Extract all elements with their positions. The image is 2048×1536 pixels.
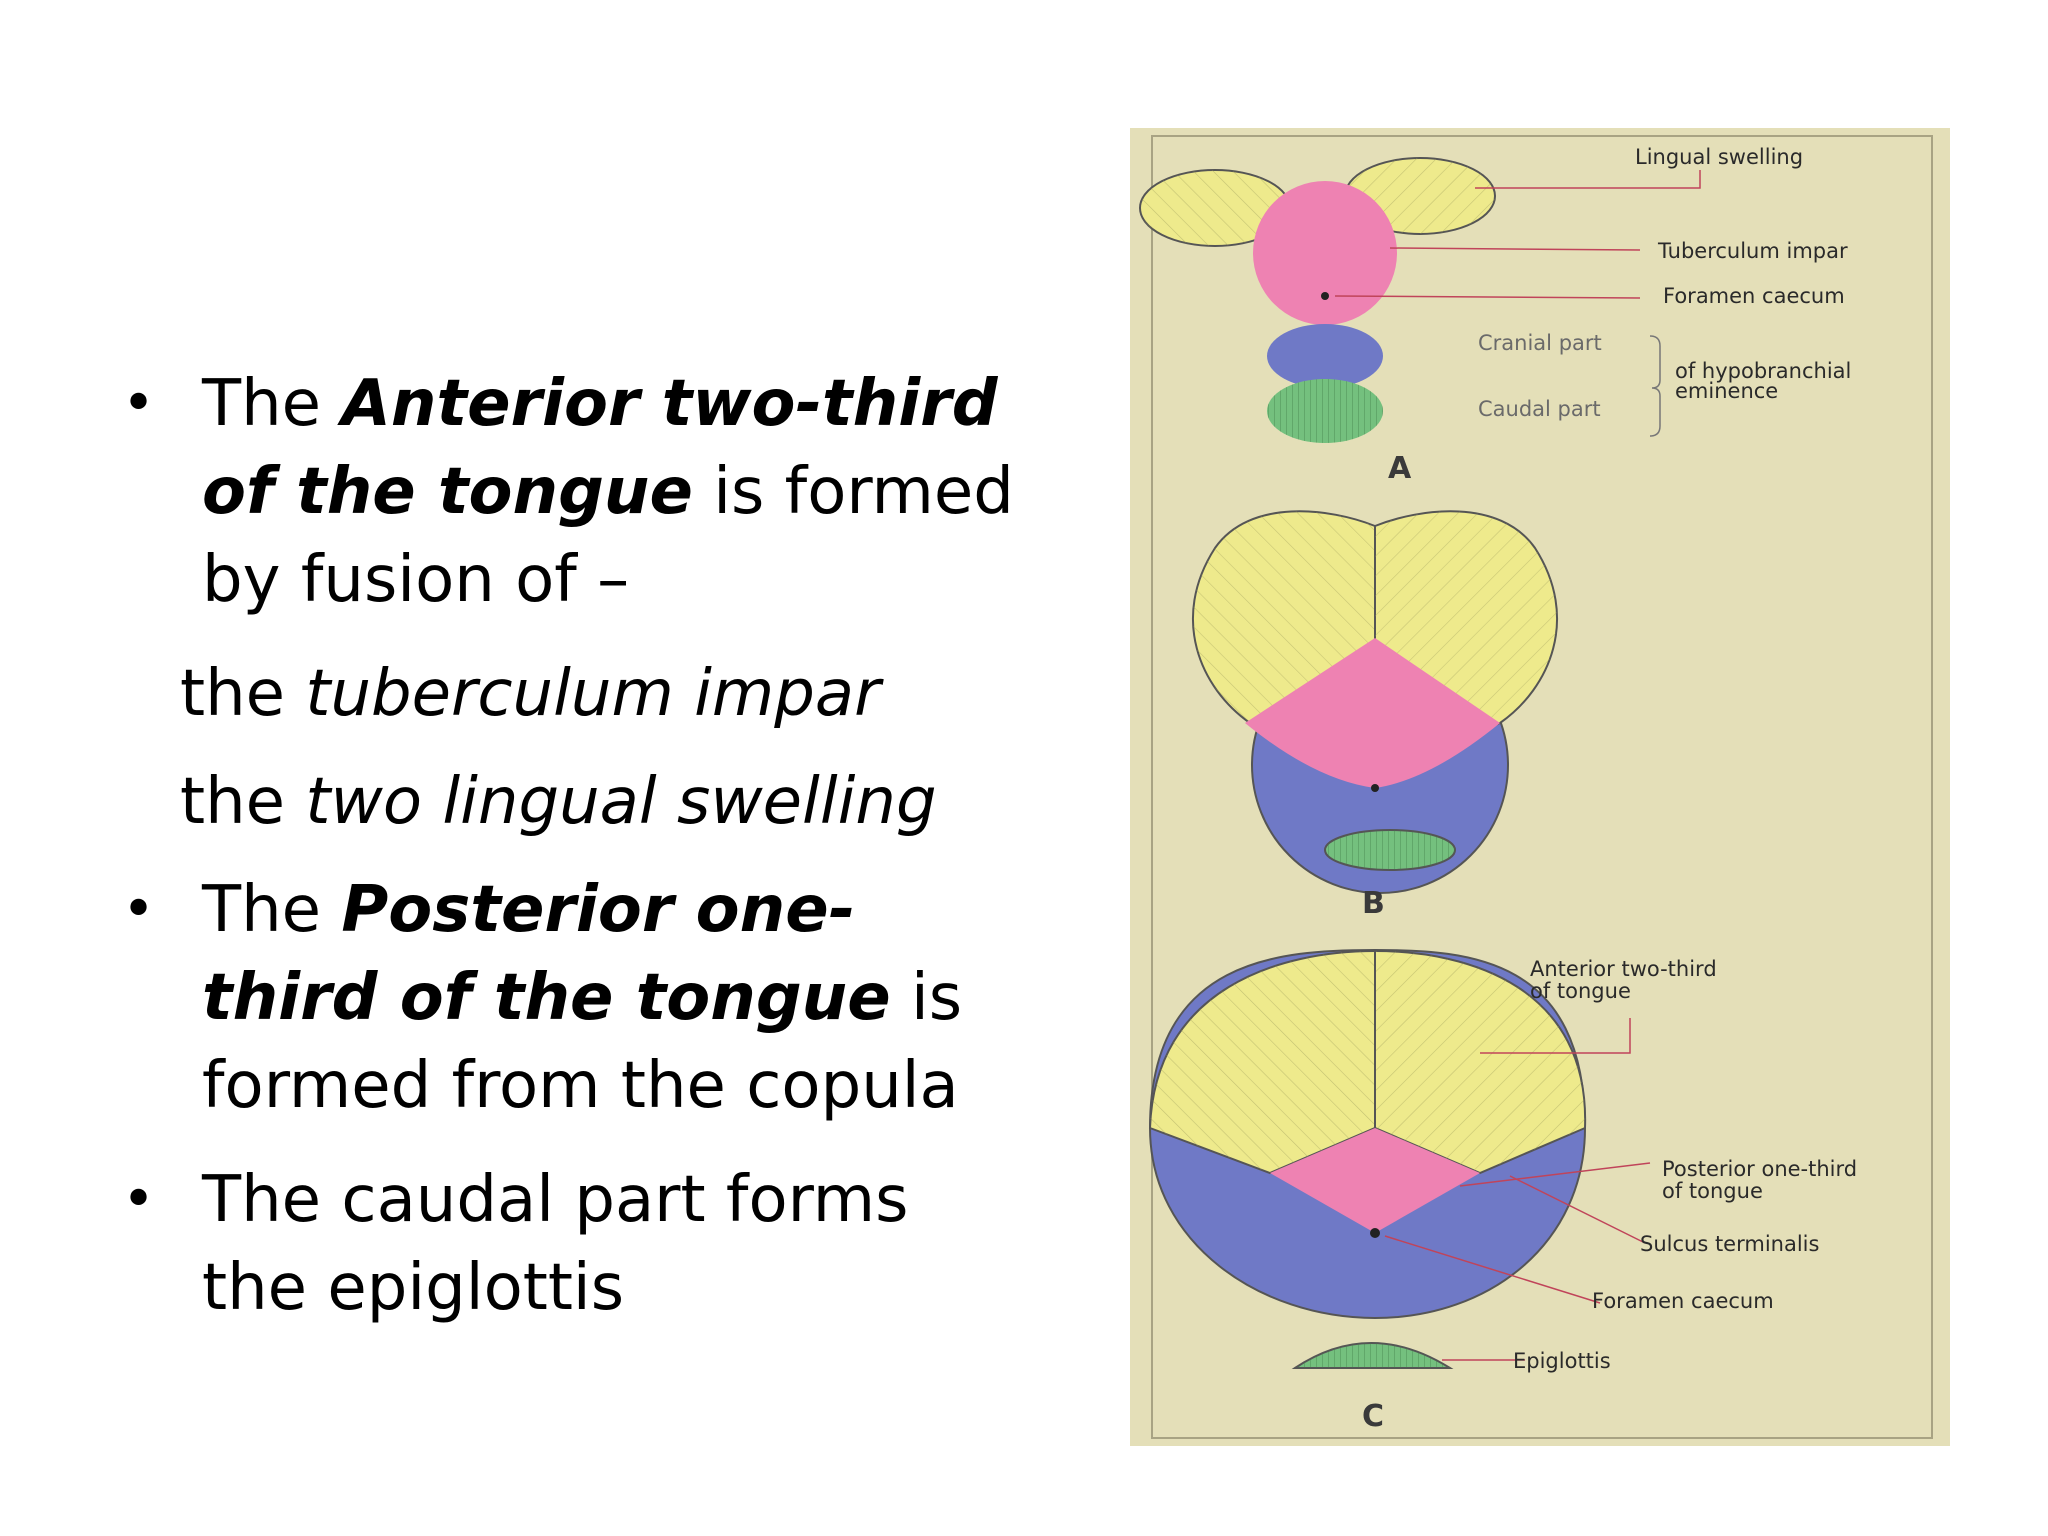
bullet-dot: • (122, 371, 156, 436)
label-foramen-caecum-c: Foramen caecum (1592, 1289, 1774, 1313)
sub-line-tuberculum (118, 650, 1018, 738)
panel-letter-a: A (1388, 451, 1412, 486)
label-hypobranchial-2: eminence (1675, 379, 1779, 403)
epiglottis-b (1325, 830, 1455, 870)
label-epiglottis: Epiglottis (1513, 1349, 1611, 1373)
tongue-development-figure (1130, 128, 1950, 1446)
bullet-anterior-post: is formed by fusion of – (202, 455, 1014, 617)
label-cranial-part: Cranial part (1478, 331, 1602, 355)
bullet-caudal (118, 1156, 1018, 1332)
tuberculum-impar-shape (1253, 181, 1397, 325)
bullet-anterior-pre: The (202, 367, 342, 441)
label-anterior-1: Anterior two-third (1530, 957, 1717, 981)
label-foramen-caecum-a: Foramen caecum (1663, 284, 1845, 308)
bullet-caudal-text: The caudal part forms the epiglottis (202, 1163, 909, 1325)
sub-line-lingual-pre: the (180, 765, 306, 839)
sub-line-tuberculum-pre: the (180, 657, 306, 731)
foramen-caecum-dot (1321, 292, 1329, 300)
sub-line-lingual-term: two lingual swelling (305, 765, 937, 839)
label-sulcus-terminalis: Sulcus terminalis (1640, 1232, 1820, 1256)
bullet-anterior-emphasis: Anterior two-third of the tongue (202, 367, 998, 529)
bullet-posterior-emphasis: Posterior one-third of the tongue (202, 873, 891, 1035)
foramen-caecum-dot-c (1370, 1228, 1380, 1238)
label-anterior-2: of tongue (1530, 979, 1631, 1003)
label-lingual-swelling: Lingual swelling (1635, 145, 1804, 169)
label-caudal-part: Caudal part (1478, 397, 1601, 421)
label-posterior-2: of tongue (1662, 1179, 1763, 1203)
caudal-part-shape (1267, 379, 1383, 443)
figure-svg (1130, 128, 1950, 1446)
bullet-text-block (118, 360, 1018, 1358)
panel-letter-c: C (1362, 1399, 1385, 1434)
bullet-dot: • (122, 1167, 156, 1232)
sub-line-lingual (118, 758, 1018, 846)
panel-letter-b: B (1362, 886, 1385, 921)
cranial-part-shape (1267, 324, 1383, 388)
sub-line-tuberculum-term: tuberculum impar (305, 657, 881, 731)
bullet-posterior-post: is formed from the copula (202, 961, 963, 1123)
bullet-posterior-pre: The (202, 873, 342, 947)
label-hypobranchial-1: of hypobranchial (1675, 359, 1852, 383)
foramen-caecum-dot-b (1371, 784, 1379, 792)
bullet-anterior (118, 360, 1018, 624)
label-tuberculum-impar: Tuberculum impar (1658, 239, 1848, 263)
label-posterior-1: Posterior one-third (1662, 1157, 1858, 1181)
bullet-dot: • (122, 877, 156, 942)
bullet-posterior (118, 866, 1018, 1130)
